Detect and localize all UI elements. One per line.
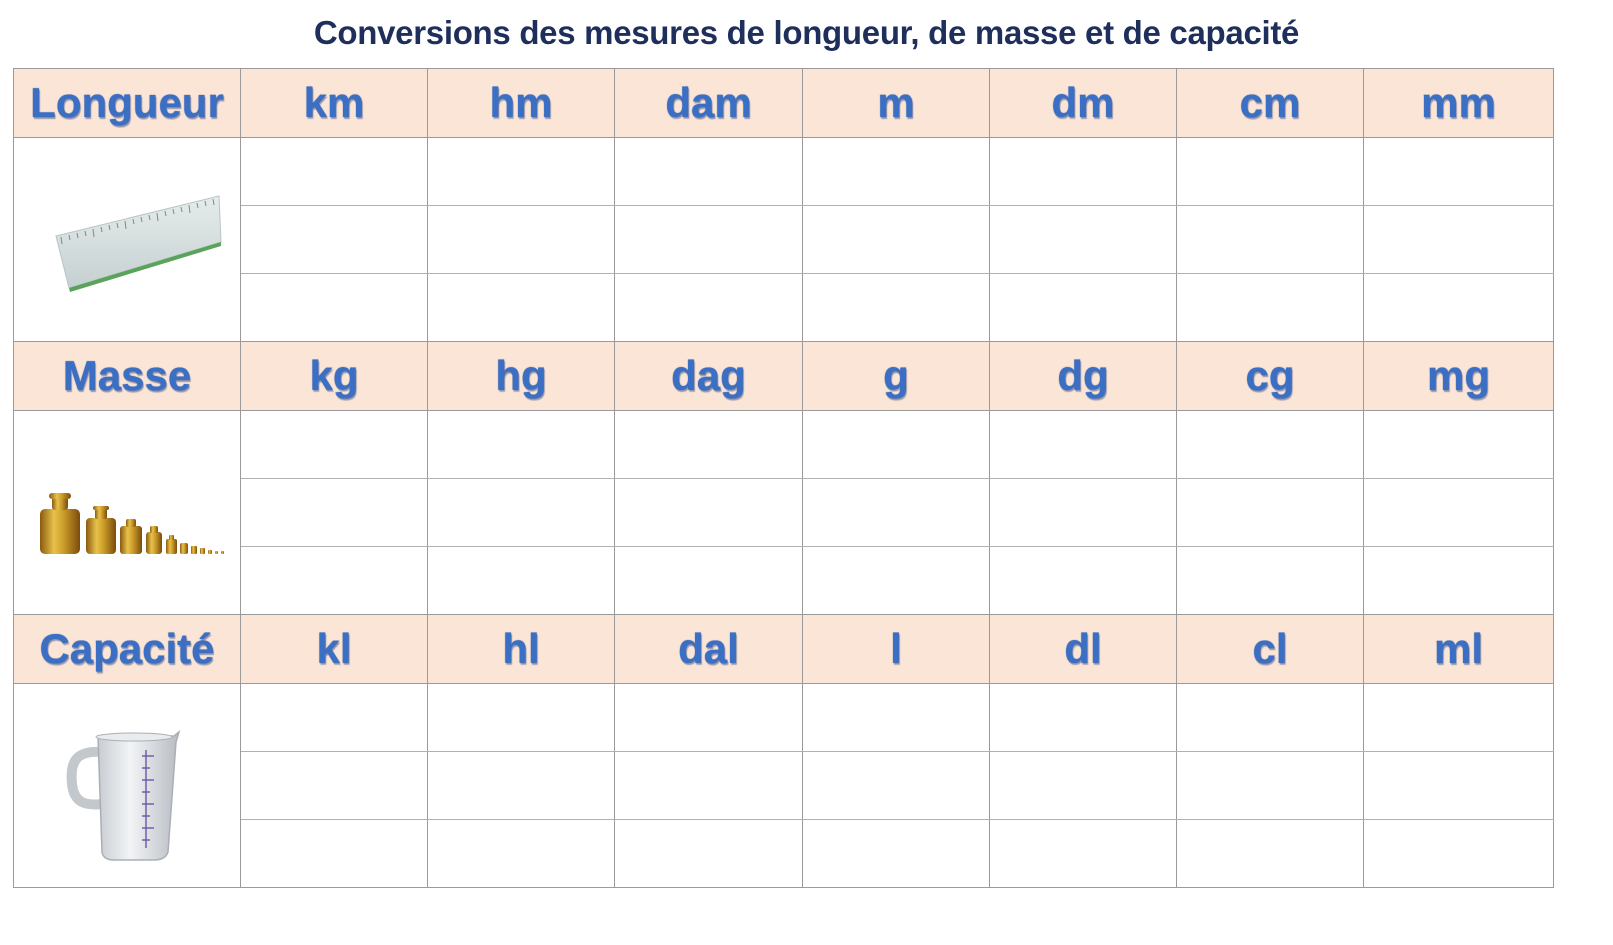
unit-dam: dam [615,69,803,138]
unit-dl: dl [990,615,1177,684]
weights-icon [14,411,241,615]
unit-l: l [803,615,990,684]
mass-label: Masse [14,342,241,411]
unit-hl: hl [428,615,615,684]
unit-m: m [803,69,990,138]
mass-row-1 [14,411,1554,479]
length-row-2 [14,206,1554,274]
unit-hg: hg [428,342,615,411]
unit-mm: mm [1364,69,1554,138]
length-row-3 [14,274,1554,342]
capacity-header-row [14,615,1554,684]
length-row-1 [14,138,1554,206]
mass-row-2 [14,479,1554,547]
unit-hm: hm [428,69,615,138]
unit-mg: mg [1364,342,1554,411]
unit-cg: cg [1177,342,1364,411]
unit-cl: cl [1177,615,1364,684]
mass-header-row [14,342,1554,411]
unit-cm: cm [1177,69,1364,138]
length-header-row [14,69,1554,138]
unit-kl: kl [241,615,428,684]
unit-dm: dm [990,69,1177,138]
unit-g: g [803,342,990,411]
unit-dg: dg [990,342,1177,411]
unit-km: km [241,69,428,138]
unit-dag: dag [615,342,803,411]
ruler-icon [14,138,241,342]
capacity-row-2 [14,752,1554,820]
unit-kg: kg [241,342,428,411]
conversion-table [13,68,1554,888]
ruler-image-cell [14,138,241,342]
capacity-row-3 [14,820,1554,888]
page-title: Conversions des mesures de longueur, de masse et de capacité [313,14,1300,51]
unit-dal: dal [615,615,803,684]
length-label: Longueur [14,69,241,138]
weights-image-cell [14,411,241,615]
unit-ml: ml [1364,615,1554,684]
jug-image-cell [14,684,241,888]
capacity-row-1 [14,684,1554,752]
measuring-jug-icon [14,684,241,888]
capacity-label: Capacité [14,615,241,684]
mass-row-3 [14,547,1554,615]
